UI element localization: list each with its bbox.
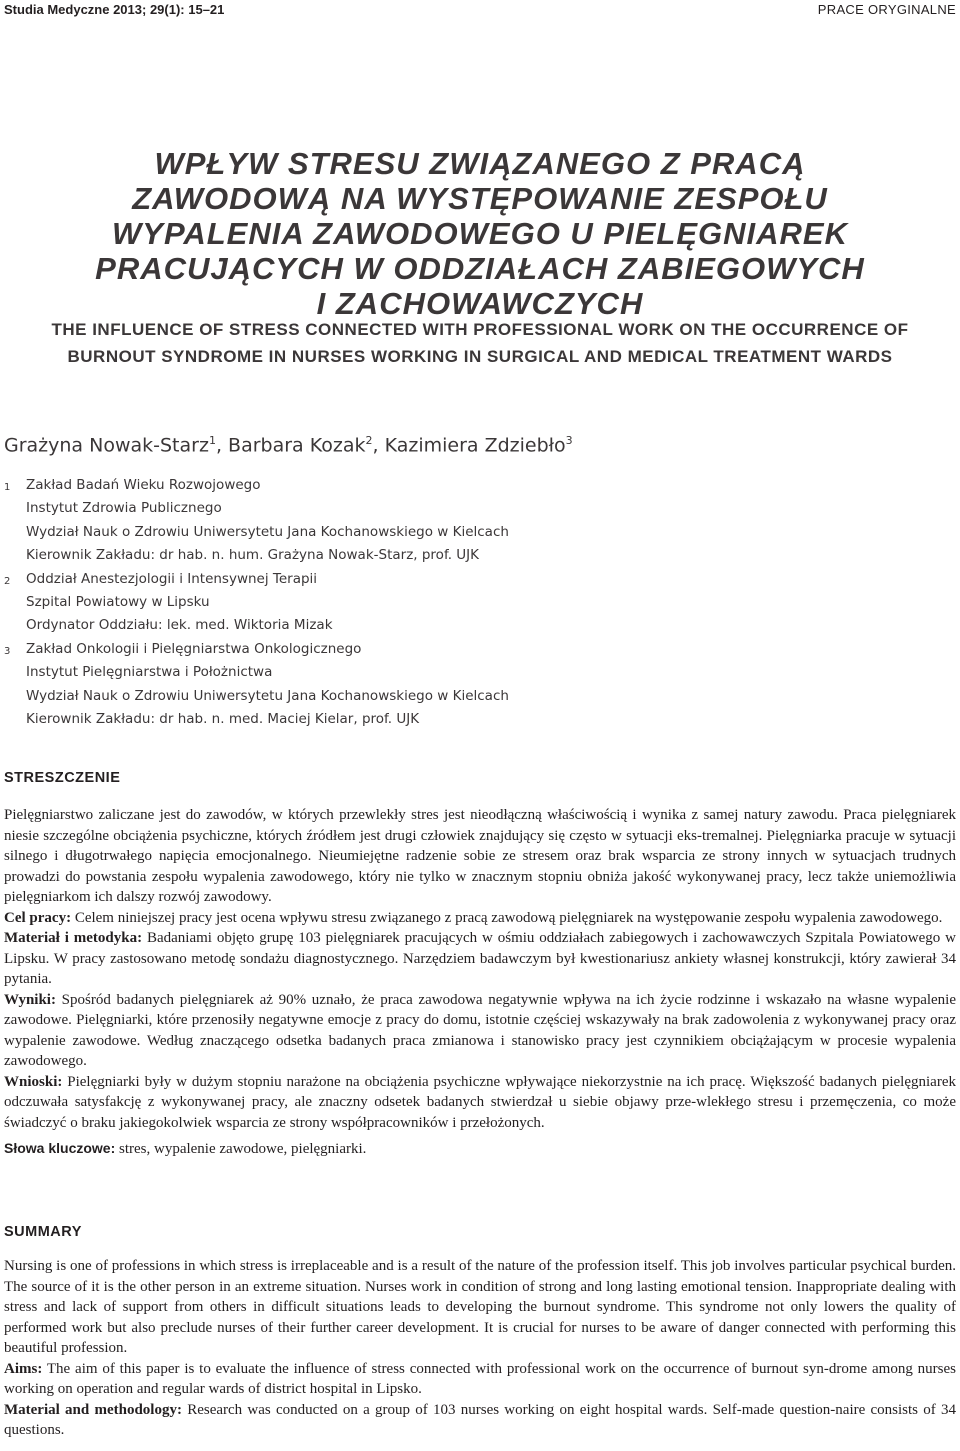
affiliation-text: Wydział Nauk o Zdrowiu Uniwersytetu Jana Kochanowskiego w Kielcach [26, 687, 509, 704]
title-polish-line: ZAWODOWĄ NA WYSTĘPOWANIE ZESPOŁU [132, 181, 828, 216]
affiliation-line [4, 708, 509, 731]
title-english-line: BURNOUT SYNDROME IN NURSES WORKING IN SURGICAL AND MEDICAL TREATMENT WARDS [67, 347, 893, 366]
affiliations [4, 474, 509, 731]
journal-citation: Studia Medyczne 2013; 29(1): 15–21 [4, 2, 225, 17]
author-affiliation-mark: 3 [565, 434, 573, 447]
title-english-line: THE INFLUENCE OF STRESS CONNECTED WITH PROFESSIONAL WORK ON THE OCCURRENCE OF [51, 320, 909, 339]
author-separator: , [372, 434, 385, 457]
affiliation-text: Instytut Zdrowia Publicznego [26, 500, 222, 517]
author-list [4, 434, 573, 456]
author-name: Barbara Kozak [228, 434, 366, 457]
summary-body [4, 1256, 956, 1441]
paragraph-text: Badaniami objęto grupę 103 pielęgniarek pracujących w ośmiu oddziałach zabiegowych i zachowawczych Szpitala Powiatowego w Lipsku. W pracy zastosowano metodę sondażu diagnostycznego. Narzędziem badawczym był kwestionariusz ankiety własnej konstrukcji, który zawierał 34 pytania. [4, 930, 956, 987]
paragraph-label: Materiał i metodyka: [4, 930, 143, 946]
paragraph-label: Cel pracy: [4, 909, 72, 926]
article-category: PRACE ORYGINALNE [817, 2, 956, 17]
title-polish-line: I ZACHOWAWCZYCH [316, 286, 644, 321]
affiliation-line [4, 521, 509, 544]
abstract-paragraph [4, 928, 956, 990]
author-affiliation-mark: 2 [365, 434, 373, 447]
author-affiliation-mark: 1 [208, 434, 216, 447]
title-polish-line: WPŁYW STRESU ZWIĄZANEGO Z PRACĄ [154, 146, 806, 181]
title-polish-line: WYPALENIA ZAWODOWEGO U PIELĘGNIAREK [112, 216, 848, 251]
keywords [4, 1138, 956, 1160]
affiliation-text: Oddział Anestezjologii i Intensywnej Terapii [26, 570, 318, 587]
streszczenie-heading: STRESZCZENIE [4, 770, 121, 786]
keywords-text: stres, wypalenie zawodowe, pielęgniarki. [115, 1141, 367, 1157]
author-name: Grażyna Nowak-Starz [4, 434, 209, 457]
title-english [0, 316, 960, 370]
affiliation-number: 3 [4, 645, 11, 657]
abstract-paragraph [4, 1072, 956, 1134]
paragraph-text: Pielęgniarstwo zaliczane jest do zawodów, w których przewlekły stres jest nieodłączną właściwością i wynika z samej natury zawodu. Praca pielęgniarek niesie szczególne obciążenia psychiczne, których źródłem jest drugi człowiek znajdujący się często w sytuacji eks-tremalnej. Pielęgniarka pracuje w sytuacji silnego i długotrwałego napięcia emocjonalnego. Nieumiejętne radzenie sobie ze stresem oraz brak wsparcia ze strony innych w sytuacjach trudnych prowadzi do powstania zespołu wypalenia zawodowego, który nie tylko w znacznym stopniu obniża jakość wykonywanej pracy, lecz także uniemożliwia pielęgniarkom ich dalszy rozwój zawodowy. [4, 807, 956, 905]
affiliation-line [4, 614, 509, 637]
affiliation-number: 2 [4, 575, 11, 587]
affiliation-line [4, 544, 509, 567]
abstract-paragraph [4, 908, 956, 929]
summary-paragraph [4, 1256, 956, 1359]
affiliation-text: Kierownik Zakładu: dr hab. n. med. Maciej Kielar, prof. UJK [26, 711, 420, 728]
paragraph-text: Spośród badanych pielęgniarek aż 90% uznało, że praca zawodowa negatywnie wpływa na ich życie rodzinne i wskazało na własne wypalenie zawodowe. Pielęgniarki, które przenosiły negatywne emocje z pracy do domu, istotnie częściej wskazywały na brak zadowolenia z wykonywanej pracy oraz wypalenie zawodowe. Według znaczącego odsetka badanych praca zmianowa i stanowisko pracy jest czynnikiem obciążającym w procesie wypalenia zawodowego. [4, 991, 956, 1069]
affiliation-line [4, 685, 509, 708]
paragraph-label: Wnioski: [4, 1073, 63, 1090]
paragraph-label: Material and methodology: [4, 1401, 182, 1418]
author-separator: , [215, 434, 229, 457]
affiliation-text: Zakład Badań Wieku Rozwojowego [26, 477, 261, 493]
affiliation-line [4, 497, 509, 520]
abstract-paragraph [4, 805, 956, 908]
affiliation-text: Ordynator Oddziału: lek. med. Wiktoria Mizak [26, 617, 333, 634]
running-header [4, 0, 956, 20]
paragraph-text: Celem niniejszej pracy jest ocena wpływu stresu związanego z pracą zawodową pielęgniarek na występowanie zespołu wypalenia zawodowego. [71, 909, 943, 926]
summary-heading: SUMMARY [4, 1224, 82, 1240]
affiliation-line [4, 591, 509, 614]
author-name: Kazimiera Zdziebło [384, 434, 566, 457]
paragraph-label: Aims: [4, 1360, 43, 1377]
title-polish-line: PRACUJĄCYCH W ODDZIAŁACH ZABIEGOWYCH [95, 251, 865, 286]
affiliation-text: Instytut Pielęgniarstwa i Położnictwa [26, 664, 273, 681]
affiliation-line [4, 638, 509, 661]
affiliation-text: Wydział Nauk o Zdrowiu Uniwersytetu Jana Kochanowskiego w Kielcach [26, 523, 509, 540]
affiliation-line [4, 474, 509, 497]
summary-paragraph [4, 1359, 956, 1400]
affiliation-text: Szpital Powiatowy w Lipsku [26, 594, 210, 611]
paragraph-text: Pielęgniarki były w dużym stopniu narażone na obciążenia psychiczne wpływające niekorzystnie na ich pracę. Większość badanych pielęgniarek odczuwała satysfakcję z wykonywanej pracy, ale znaczny odsetek badanych stwierdzał u siebie objawy prze-wlekłego stresu i przemęczenia, co może świadczyć o braku jakiegokolwiek wsparcia ze strony współpracowników i przełożonych. [4, 1073, 956, 1131]
paragraph-text: Nursing is one of professions in which stress is irreplaceable and is a result of the nature of the profession itself. This job involves particular psychical burden. The source of it is the other person in an extreme situation. Nurses work in condition of strong and long lasting emotional tension. Inappropriate dealing with stress and lack of support from others in difficult situations leads to developing the burnout syndrome. This syndrome not only lowers the quality of performed work but also preclude nurses of their further career development. It is crucial for nurses to be aware of danger connected with performing this beautiful profession. [4, 1258, 956, 1356]
paragraph-text: The aim of this paper is to evaluate the influence of stress connected with professional work on the occurrence of burnout syn-drome among nurses working on operation and regular wards of district hospital in Lipsko. [4, 1360, 956, 1397]
summary-paragraph [4, 1400, 956, 1441]
affiliation-text: Zakład Onkologii i Pielęgniarstwa Onkologicznego [26, 640, 362, 657]
paragraph-label: Wyniki: [4, 991, 56, 1008]
abstract-paragraph [4, 990, 956, 1072]
affiliation-line [4, 568, 509, 591]
paragraph-text: Research was conducted on a group of 103 nurses working on eight hospital wards. Self-made question-naire consists of 34 questions. [4, 1401, 956, 1438]
title-polish [20, 146, 940, 321]
keywords-label: Słowa kluczowe: [4, 1140, 116, 1156]
affiliation-text: Kierownik Zakładu: dr hab. n. hum. Grażyna Nowak-Starz, prof. UJK [26, 547, 480, 564]
streszczenie-body [4, 805, 956, 1160]
affiliation-number: 1 [4, 482, 11, 493]
affiliation-line [4, 661, 509, 684]
